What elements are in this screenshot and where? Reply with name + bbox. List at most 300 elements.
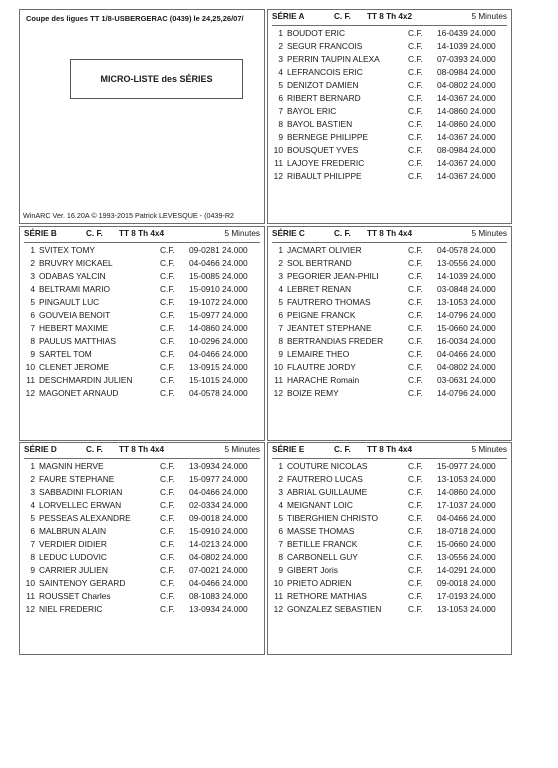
serie-c-rows xyxy=(272,244,507,400)
competitor-row xyxy=(24,244,260,257)
serie-cf: C. F. xyxy=(86,229,103,238)
competitor-license: 13-0934 24.000 xyxy=(189,461,248,471)
competitor-license: 14-1039 24.000 xyxy=(437,41,496,51)
competitor-name: BAYOL ERIC xyxy=(287,106,337,116)
competitor-number: 11 xyxy=(26,375,35,385)
competitor-number: 11 xyxy=(274,591,283,601)
competitor-row xyxy=(272,486,507,499)
serie-duration: 5 Minutes xyxy=(471,445,507,454)
info-panel xyxy=(19,9,265,224)
competitor-name: LEFRANCOIS ERIC xyxy=(287,67,363,77)
competitor-cf: C.F. xyxy=(160,258,175,268)
competitor-name: DENIZOT DAMIEN xyxy=(287,80,359,90)
competitor-number: 2 xyxy=(278,258,283,268)
serie-duration: 5 Minutes xyxy=(224,229,260,238)
competitor-name: GIBERT Joris xyxy=(287,565,338,575)
competitor-cf: C.F. xyxy=(160,284,175,294)
competitor-name: COUTURE NICOLAS xyxy=(287,461,368,471)
competitor-name: BERNEGE PHILIPPE xyxy=(287,132,368,142)
competitor-number: 7 xyxy=(30,539,35,549)
competitor-cf: C.F. xyxy=(408,336,423,346)
competitor-row xyxy=(272,590,507,603)
competitor-cf: C.F. xyxy=(408,578,423,588)
competitor-number: 10 xyxy=(273,362,283,372)
competitor-name: PEIGNE FRANCK xyxy=(287,310,356,320)
competitor-cf: C.F. xyxy=(408,158,423,168)
competitor-cf: C.F. xyxy=(160,271,175,281)
competitor-cf: C.F. xyxy=(408,258,423,268)
competitor-name: SVITEX TOMY xyxy=(39,245,96,255)
serie-a-header xyxy=(272,12,507,26)
serie-duration: 5 Minutes xyxy=(471,12,507,21)
competitor-number: 3 xyxy=(278,487,283,497)
competitor-number: 3 xyxy=(278,271,283,281)
competitor-name: SEGUR FRANCOIS xyxy=(287,41,363,51)
competitor-cf: C.F. xyxy=(408,487,423,497)
competitor-name: PRIETO ADRIEN xyxy=(287,578,352,588)
competitor-row xyxy=(272,322,507,335)
competitor-number: 11 xyxy=(26,591,35,601)
competitor-cf: C.F. xyxy=(160,349,175,359)
competitor-license: 13-0915 24.000 xyxy=(189,362,248,372)
competitor-license: 08-1083 24.000 xyxy=(189,591,248,601)
competitor-number: 6 xyxy=(278,93,283,103)
competitor-name: MALBRUN ALAIN xyxy=(39,526,107,536)
competitor-row xyxy=(272,296,507,309)
micro-liste-box xyxy=(70,59,243,99)
competitor-cf: C.F. xyxy=(160,604,175,614)
competitor-cf: C.F. xyxy=(160,362,175,372)
competitor-cf: C.F. xyxy=(408,132,423,142)
competitor-cf: C.F. xyxy=(160,591,175,601)
competitor-name: MAGONET ARNAUD xyxy=(39,388,119,398)
competitor-row xyxy=(272,512,507,525)
competitor-license: 14-0367 24.000 xyxy=(437,132,496,142)
serie-b-rows xyxy=(24,244,260,400)
serie-c-header xyxy=(272,229,507,243)
competitor-cf: C.F. xyxy=(408,526,423,536)
competitor-cf: C.F. xyxy=(160,526,175,536)
competitor-license: 19-1072 24.000 xyxy=(189,297,248,307)
competitor-row xyxy=(272,170,507,183)
competitor-row xyxy=(24,473,260,486)
competitor-name: MAGNIN HERVE xyxy=(39,461,104,471)
competitor-cf: C.F. xyxy=(408,500,423,510)
competitor-cf: C.F. xyxy=(408,67,423,77)
competitor-name: SARTEL TOM xyxy=(39,349,92,359)
competitor-number: 9 xyxy=(30,349,35,359)
competitor-name: LAJOYE FREDERIC xyxy=(287,158,365,168)
competitor-row xyxy=(24,257,260,270)
competitor-cf: C.F. xyxy=(160,474,175,484)
competitor-row xyxy=(24,361,260,374)
competitor-cf: C.F. xyxy=(408,145,423,155)
competitor-number: 10 xyxy=(273,145,283,155)
competitor-name: GOUVEIA BENOIT xyxy=(39,310,111,320)
competitor-cf: C.F. xyxy=(408,474,423,484)
competitor-row xyxy=(24,387,260,400)
competitor-name: BOIZE REMY xyxy=(287,388,339,398)
competitor-name: JEANTET STEPHANE xyxy=(287,323,372,333)
serie-name: SÉRIE A xyxy=(272,12,305,21)
competitor-cf: C.F. xyxy=(408,513,423,523)
competitor-cf: C.F. xyxy=(408,375,423,385)
competitor-number: 10 xyxy=(25,362,35,372)
serie-cf: C. F. xyxy=(334,445,351,454)
competitor-name: ODABAS YALCIN xyxy=(39,271,106,281)
competitor-license: 15-0977 24.000 xyxy=(189,474,248,484)
competitor-cf: C.F. xyxy=(408,284,423,294)
competitor-row xyxy=(272,270,507,283)
competitor-number: 3 xyxy=(30,487,35,497)
competitor-license: 04-0466 24.000 xyxy=(189,578,248,588)
serie-d-rows xyxy=(24,460,260,616)
competitor-number: 3 xyxy=(278,54,283,64)
competitor-name: RIBERT BERNARD xyxy=(287,93,361,103)
competitor-name: PESSEAS ALEXANDRE xyxy=(39,513,131,523)
competitor-number: 1 xyxy=(30,245,35,255)
competitor-license: 07-0021 24.000 xyxy=(189,565,248,575)
competitor-row xyxy=(272,131,507,144)
competitor-number: 9 xyxy=(278,349,283,359)
competitor-row xyxy=(272,460,507,473)
competitor-license: 17-0193 24.000 xyxy=(437,591,496,601)
competitor-row xyxy=(272,92,507,105)
competitor-license: 04-0466 24.000 xyxy=(189,349,248,359)
competitor-name: SOL BERTRAND xyxy=(287,258,352,268)
competitor-name: NIEL FREDERIC xyxy=(39,604,103,614)
competitor-row xyxy=(24,590,260,603)
competitor-number: 12 xyxy=(273,171,283,181)
serie-b-panel xyxy=(19,226,265,441)
serie-name: SÉRIE B xyxy=(24,229,57,238)
serie-type: TT 8 Th 4x4 xyxy=(367,229,413,238)
competitor-name: BRUVRY MICKAEL xyxy=(39,258,113,268)
competitor-cf: C.F. xyxy=(408,323,423,333)
competitor-number: 10 xyxy=(273,578,283,588)
competitor-license: 13-1053 24.000 xyxy=(437,297,496,307)
competitor-number: 4 xyxy=(278,284,283,294)
competitor-license: 15-0660 24.000 xyxy=(437,323,496,333)
serie-e-header xyxy=(272,445,507,459)
competitor-name: MASSE THOMAS xyxy=(287,526,355,536)
competitor-row xyxy=(24,322,260,335)
serie-type: TT 8 Th 4x4 xyxy=(119,229,165,238)
competitor-cf: C.F. xyxy=(408,28,423,38)
competitor-license: 14-0367 24.000 xyxy=(437,158,496,168)
competitor-license: 14-1039 24.000 xyxy=(437,271,496,281)
competitor-row xyxy=(24,296,260,309)
competitor-cf: C.F. xyxy=(160,336,175,346)
competitor-row xyxy=(24,603,260,616)
competitor-number: 1 xyxy=(278,461,283,471)
competitor-license: 13-0556 24.000 xyxy=(437,258,496,268)
competitor-number: 5 xyxy=(278,80,283,90)
competitor-row xyxy=(272,361,507,374)
competitor-cf: C.F. xyxy=(408,171,423,181)
competitor-number: 12 xyxy=(25,604,35,614)
competitor-cf: C.F. xyxy=(160,375,175,385)
competitor-number: 4 xyxy=(278,500,283,510)
competitor-cf: C.F. xyxy=(160,323,175,333)
software-credit: WinARC Ver. 16.20A © 1993-2015 Patrick LEVESQUE - (0439-R2 xyxy=(23,211,235,220)
competitor-license: 17-1037 24.000 xyxy=(437,500,496,510)
competitor-number: 6 xyxy=(30,310,35,320)
serie-e-rows xyxy=(272,460,507,616)
competitor-row xyxy=(272,473,507,486)
competitor-name: BERTRANDIAS FREDER xyxy=(287,336,384,346)
competitor-license: 15-0977 24.000 xyxy=(437,461,496,471)
competitor-row xyxy=(272,603,507,616)
competitor-number: 6 xyxy=(30,526,35,536)
competitor-license: 08-0984 24.000 xyxy=(437,145,496,155)
competitor-row xyxy=(272,105,507,118)
competitor-license: 04-0802 24.000 xyxy=(189,552,248,562)
competitor-row xyxy=(24,270,260,283)
competitor-name: LEBRET RENAN xyxy=(287,284,352,294)
competitor-license: 14-0860 24.000 xyxy=(437,487,496,497)
competitor-row xyxy=(24,309,260,322)
competitor-row xyxy=(24,577,260,590)
competitor-row xyxy=(272,551,507,564)
serie-name: SÉRIE C xyxy=(272,229,305,238)
competitor-name: MEIGNANT LOIC xyxy=(287,500,353,510)
competitor-name: BAYOL BASTIEN xyxy=(287,119,353,129)
competitor-number: 5 xyxy=(278,297,283,307)
micro-liste-label: MICRO-LISTE des SÉRIES xyxy=(100,74,213,84)
competitor-cf: C.F. xyxy=(408,604,423,614)
competitor-number: 10 xyxy=(25,578,35,588)
competitor-license: 14-0796 24.000 xyxy=(437,388,496,398)
competitor-cf: C.F. xyxy=(160,297,175,307)
competitor-license: 10-0296 24.000 xyxy=(189,336,248,346)
competitor-cf: C.F. xyxy=(408,93,423,103)
competitor-cf: C.F. xyxy=(408,245,423,255)
competitor-cf: C.F. xyxy=(160,578,175,588)
competitor-name: PEGORIER JEAN-PHILI xyxy=(287,271,379,281)
competitor-license: 04-0802 24.000 xyxy=(437,362,496,372)
competitor-cf: C.F. xyxy=(160,388,175,398)
competitor-cf: C.F. xyxy=(160,487,175,497)
competitor-license: 02-0334 24.000 xyxy=(189,500,248,510)
competitor-row xyxy=(24,525,260,538)
competitor-license: 14-0291 24.000 xyxy=(437,565,496,575)
serie-duration: 5 Minutes xyxy=(471,229,507,238)
competitor-row xyxy=(24,512,260,525)
competitor-cf: C.F. xyxy=(160,513,175,523)
competitor-name: PINGAULT LUC xyxy=(39,297,100,307)
serie-d-header xyxy=(24,445,260,459)
competitor-row xyxy=(272,309,507,322)
competitor-number: 7 xyxy=(278,323,283,333)
competitor-number: 5 xyxy=(30,513,35,523)
competitor-row xyxy=(272,348,507,361)
competitor-name: FAUTRERO THOMAS xyxy=(287,297,371,307)
competitor-name: HEBERT MAXIME xyxy=(39,323,109,333)
competitor-row xyxy=(24,460,260,473)
competitor-license: 04-0578 24.000 xyxy=(189,388,248,398)
competitor-number: 1 xyxy=(278,28,283,38)
competitor-license: 14-0367 24.000 xyxy=(437,171,496,181)
competitor-name: DESCHMARDIN JULIEN xyxy=(39,375,133,385)
serie-c-panel xyxy=(267,226,512,441)
competitor-number: 12 xyxy=(273,388,283,398)
competitor-cf: C.F. xyxy=(160,310,175,320)
competitor-number: 8 xyxy=(278,336,283,346)
serie-d-panel xyxy=(19,442,265,655)
serie-cf: C. F. xyxy=(334,12,351,21)
competitor-name: SABBADINI FLORIAN xyxy=(39,487,123,497)
competitor-license: 18-0718 24.000 xyxy=(437,526,496,536)
competitor-number: 12 xyxy=(273,604,283,614)
competitor-row xyxy=(272,374,507,387)
competitor-cf: C.F. xyxy=(408,54,423,64)
competitor-license: 14-0213 24.000 xyxy=(189,539,248,549)
competitor-number: 4 xyxy=(278,67,283,77)
competitor-cf: C.F. xyxy=(408,565,423,575)
competitor-cf: C.F. xyxy=(408,552,423,562)
competition-title: Coupe des ligues TT 1/8-USBERGERAC (0439) le 24,25,26/07/ xyxy=(26,14,244,23)
competitor-row xyxy=(24,486,260,499)
serie-duration: 5 Minutes xyxy=(224,445,260,454)
competitor-license: 04-0802 24.000 xyxy=(437,80,496,90)
competitor-cf: C.F. xyxy=(408,591,423,601)
competitor-row xyxy=(272,40,507,53)
competitor-cf: C.F. xyxy=(160,461,175,471)
competitor-license: 08-0984 24.000 xyxy=(437,67,496,77)
competitor-row xyxy=(272,283,507,296)
competitor-license: 14-0860 24.000 xyxy=(437,119,496,129)
competitor-license: 14-0860 24.000 xyxy=(437,106,496,116)
competitor-number: 6 xyxy=(278,526,283,536)
competitor-name: PAULUS MATTHIAS xyxy=(39,336,116,346)
competitor-number: 6 xyxy=(278,310,283,320)
serie-cf: C. F. xyxy=(86,445,103,454)
serie-a-panel xyxy=(267,9,512,224)
competitor-cf: C.F. xyxy=(408,362,423,372)
competitor-license: 13-0934 24.000 xyxy=(189,604,248,614)
competitor-number: 5 xyxy=(278,513,283,523)
competitor-number: 2 xyxy=(30,474,35,484)
competitor-name: HARACHE Romain xyxy=(287,375,360,385)
competitor-license: 13-0556 24.000 xyxy=(437,552,496,562)
competitor-name: LORVELLEC ERWAN xyxy=(39,500,122,510)
competitor-name: ROUSSET Charles xyxy=(39,591,111,601)
competitor-number: 8 xyxy=(278,119,283,129)
competitor-license: 13-1053 24.000 xyxy=(437,474,496,484)
competitor-license: 04-0466 24.000 xyxy=(437,349,496,359)
competitor-name: LEMAIRE THEO xyxy=(287,349,350,359)
competitor-number: 2 xyxy=(278,41,283,51)
competitor-license: 15-1015 24.000 xyxy=(189,375,248,385)
competitor-number: 9 xyxy=(278,565,283,575)
competitor-name: LEDUC LUDOVIC xyxy=(39,552,107,562)
competitor-license: 15-0660 24.000 xyxy=(437,539,496,549)
competitor-name: ABRIAL GUILLAUME xyxy=(287,487,368,497)
competitor-name: SAINTENOY GERARD xyxy=(39,578,126,588)
competitor-cf: C.F. xyxy=(160,245,175,255)
competitor-name: FLAUTRE JORDY xyxy=(287,362,356,372)
competitor-row xyxy=(272,257,507,270)
competitor-number: 3 xyxy=(30,271,35,281)
competitor-number: 8 xyxy=(30,552,35,562)
serie-a-rows xyxy=(272,27,507,183)
competitor-row xyxy=(272,335,507,348)
competitor-row xyxy=(24,499,260,512)
competitor-cf: C.F. xyxy=(408,80,423,90)
competitor-name: VERDIER DIDIER xyxy=(39,539,107,549)
competitor-number: 7 xyxy=(30,323,35,333)
serie-name: SÉRIE D xyxy=(24,445,57,454)
competitor-number: 11 xyxy=(274,375,283,385)
competitor-name: JACMART OLIVIER xyxy=(287,245,362,255)
competitor-cf: C.F. xyxy=(160,552,175,562)
competitor-name: GONZALEZ SEBASTIEN xyxy=(287,604,382,614)
competitor-number: 1 xyxy=(30,461,35,471)
competitor-cf: C.F. xyxy=(408,349,423,359)
competitor-row xyxy=(272,525,507,538)
competitor-license: 16-0439 24.000 xyxy=(437,28,496,38)
competitor-row xyxy=(24,551,260,564)
competitor-row xyxy=(272,564,507,577)
competitor-license: 07-0393 24.000 xyxy=(437,54,496,64)
competitor-row xyxy=(272,118,507,131)
competitor-row xyxy=(272,144,507,157)
competitor-name: PERRIN TAUPIN ALEXA xyxy=(287,54,380,64)
serie-type: TT 8 Th 4x2 xyxy=(367,12,413,21)
competitor-license: 14-0860 24.000 xyxy=(189,323,248,333)
serie-b-header xyxy=(24,229,260,243)
competitor-row xyxy=(24,374,260,387)
competitor-row xyxy=(24,348,260,361)
competitor-license: 04-0466 24.000 xyxy=(189,258,248,268)
competitor-number: 7 xyxy=(278,539,283,549)
competitor-license: 04-0466 24.000 xyxy=(189,487,248,497)
competitor-row xyxy=(272,244,507,257)
competitor-number: 12 xyxy=(25,388,35,398)
serie-e-panel xyxy=(267,442,512,655)
serie-cf: C. F. xyxy=(334,229,351,238)
competitor-license: 15-0085 24.000 xyxy=(189,271,248,281)
serie-name: SÉRIE E xyxy=(272,445,305,454)
competitor-license: 04-0578 24.000 xyxy=(437,245,496,255)
competitor-name: FAUTRERO LUCAS xyxy=(287,474,363,484)
competitor-row xyxy=(272,27,507,40)
competitor-cf: C.F. xyxy=(408,119,423,129)
competitor-number: 4 xyxy=(30,284,35,294)
competitor-license: 09-0018 24.000 xyxy=(189,513,248,523)
competitor-number: 11 xyxy=(274,158,283,168)
competitor-number: 1 xyxy=(278,245,283,255)
competitor-license: 09-0018 24.000 xyxy=(437,578,496,588)
competitor-license: 16-0034 24.000 xyxy=(437,336,496,346)
competitor-license: 03-0631 24.000 xyxy=(437,375,496,385)
competitor-row xyxy=(24,283,260,296)
competitor-row xyxy=(272,66,507,79)
competitor-number: 2 xyxy=(30,258,35,268)
competitor-cf: C.F. xyxy=(408,310,423,320)
competitor-number: 8 xyxy=(30,336,35,346)
serie-type: TT 8 Th 4x4 xyxy=(367,445,413,454)
competitor-cf: C.F. xyxy=(408,271,423,281)
competitor-number: 8 xyxy=(278,552,283,562)
competitor-cf: C.F. xyxy=(408,297,423,307)
competitor-license: 09-0281 24.000 xyxy=(189,245,248,255)
competitor-name: CLENET JEROME xyxy=(39,362,110,372)
competitor-row xyxy=(272,53,507,66)
competitor-name: CARRIER JULIEN xyxy=(39,565,108,575)
competitor-cf: C.F. xyxy=(408,461,423,471)
